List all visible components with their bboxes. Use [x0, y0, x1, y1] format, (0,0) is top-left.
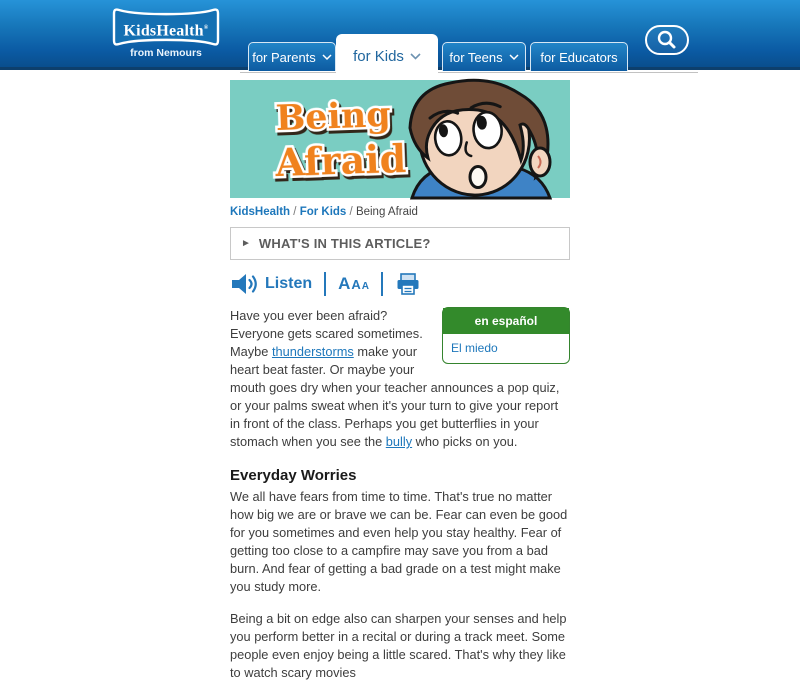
svg-text:Afraid: Afraid: [274, 135, 407, 186]
text-size-medium: A: [351, 277, 361, 292]
site-header: [0, 0, 800, 70]
svg-text:Being: Being: [274, 94, 392, 140]
chevron-down-icon: [509, 54, 519, 60]
speaker-icon: [230, 272, 258, 296]
thunderstorms-link[interactable]: thunderstorms: [271, 344, 354, 359]
toolbar-divider: [324, 272, 326, 296]
tab-label: for Kids: [353, 47, 404, 65]
paragraph-3: Being a bit on edge also can sharpen your senses and help you perform better in a recital or during a track meet. Some people even enjoy being a little scared. That's why they like to watch scary movies: [230, 611, 567, 680]
nav-underline: [240, 72, 698, 73]
text-size-control[interactable]: [338, 274, 369, 294]
tab-label: for Educators: [540, 49, 618, 65]
breadcrumb-separator: /: [349, 206, 353, 218]
text-size-large: A: [338, 274, 351, 293]
kidshealth-logo[interactable]: [112, 7, 220, 59]
print-button[interactable]: [395, 272, 421, 296]
section-heading-everyday-worries: Everyday Worries: [230, 467, 357, 484]
paragraph-text: who picks on you.: [412, 434, 518, 449]
tab-for-educators[interactable]: [530, 42, 628, 71]
tab-label: for Teens: [449, 49, 503, 65]
tab-for-kids[interactable]: [336, 34, 438, 78]
text-size-small: A: [361, 281, 370, 292]
breadcrumb-current: Being Afraid: [355, 206, 418, 218]
listen-label: Listen: [265, 275, 313, 292]
search-button[interactable]: [645, 25, 689, 55]
breadcrumb-link-kidshealth[interactable]: KidsHealth: [230, 206, 291, 218]
article-body: [230, 307, 570, 682]
breadcrumb-separator: /: [293, 206, 297, 218]
breadcrumb-link-for-kids[interactable]: For Kids: [299, 206, 347, 218]
chevron-down-icon: [322, 54, 332, 60]
search-icon: [656, 29, 678, 51]
en-espanol-box: [442, 307, 570, 364]
hero-title: [234, 81, 438, 200]
logo-tagline: from Nemours: [130, 47, 202, 59]
expand-arrow-icon: ►: [241, 238, 251, 249]
tab-label: for Parents: [252, 49, 316, 65]
logo-title: KidsHealth®: [123, 22, 209, 40]
article-content: [230, 206, 570, 696]
chevron-down-icon: [410, 53, 421, 60]
paragraph-2: We all have fears from time to time. That's true no matter how big we are or brave we can be. Fear can even be good for you sometimes and even help you stay healthy. Fear of getting too close to a campfire may save you from a bad burn. And fear of getting a bad grade on a test might make you study more.: [230, 489, 568, 594]
whats-in-this-article-accordion[interactable]: [230, 227, 570, 260]
listen-button[interactable]: [230, 272, 312, 296]
bully-link[interactable]: bully: [385, 434, 413, 449]
tab-for-parents[interactable]: [248, 42, 336, 71]
printer-icon: [395, 272, 421, 296]
registered-mark: ®: [203, 25, 209, 31]
en-espanol-header: en español: [443, 308, 569, 334]
article-toolbar: [230, 268, 570, 300]
paragraph-text: make your heart beat faster. Or maybe your mouth goes dry when your teacher announces a pop quiz, or your palms sweat when it's your turn to give your report in front of the class. Perhaps you get butterflies in your stomach when you see the: [230, 344, 560, 449]
paragraph-text: Have you ever been afraid? Everyone gets scared sometimes. Maybe: [230, 308, 423, 359]
el-miedo-link[interactable]: El miedo: [451, 341, 498, 355]
hero-image: [230, 80, 570, 198]
toolbar-divider: [381, 272, 383, 296]
breadcrumb: [230, 206, 570, 218]
tab-for-teens[interactable]: [442, 42, 526, 71]
accordion-label: WHAT'S IN THIS ARTICLE?: [258, 236, 431, 251]
